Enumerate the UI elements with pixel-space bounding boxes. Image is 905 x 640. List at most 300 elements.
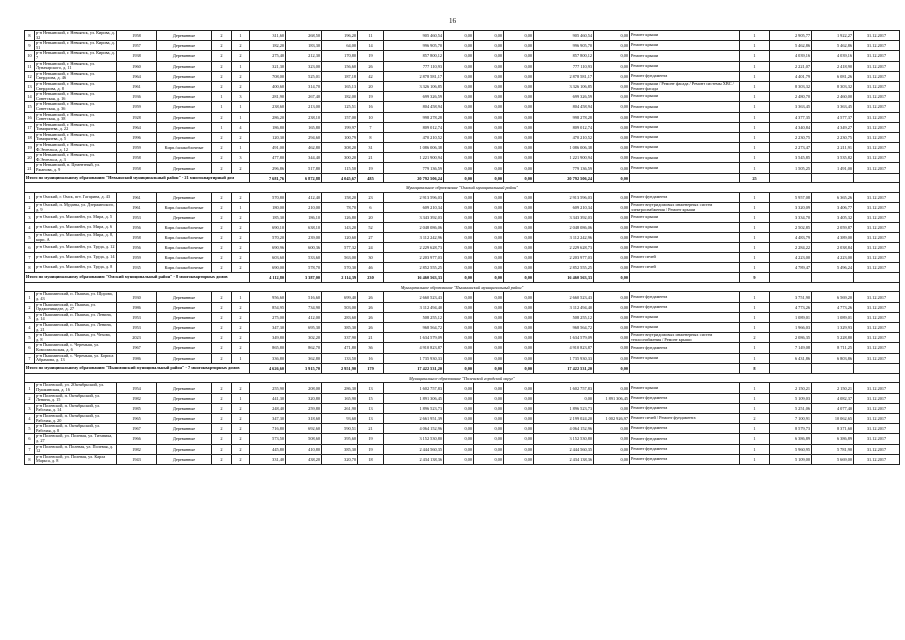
fund-4: 3 152 530,80 [534, 434, 594, 444]
unit-cost: 2 221,07 [770, 61, 812, 71]
residents: 7 [358, 122, 384, 132]
fund-1: 0,00 [444, 61, 474, 71]
work-type: Ремонт крыши [630, 31, 740, 41]
max-unit-cost: 4 349,27 [812, 122, 854, 132]
max-unit-cost: 4 082,37 [812, 393, 854, 403]
address: р-н Невьянский, г. Невьянск, ул. Ф.Энгельса, д. 3 [35, 153, 117, 163]
area-owned: 283,60 [322, 312, 358, 322]
fund-5: 0,00 [594, 243, 630, 253]
residents: 36 [358, 343, 384, 353]
fund-4: 609 210,34 [534, 203, 594, 213]
floors: 1 [212, 102, 232, 112]
completion-date: 31.12.2017 [854, 112, 900, 122]
floors: 2 [212, 213, 232, 223]
completion-date: 31.12.2017 [854, 333, 900, 343]
unit-cost: 5 251,06 [770, 403, 812, 413]
residents: 19 [358, 434, 384, 444]
completion-date: 31.12.2017 [854, 312, 900, 322]
work-type: Ремонт крыши [630, 61, 740, 71]
work-type: Ремонт фундамента [630, 343, 740, 353]
area-owned: 563,00 [322, 253, 358, 263]
max-unit-cost: 4 223,00 [812, 253, 854, 263]
fund-2: 0,00 [474, 81, 504, 91]
fund-1: 0,00 [444, 41, 474, 51]
table-row [25, 31, 900, 41]
work-count: 1 [740, 223, 770, 233]
address: р-н Пышминский, п. Пышма, ул. Ленина, д. 14 [35, 312, 117, 322]
floors: 2 [212, 253, 232, 263]
total-fund-4: 20 792 506,24 [534, 173, 594, 183]
completion-date: 31.12.2017 [854, 414, 900, 424]
address: р-н Невьянский, г. Невьянск, ул. Ф.Энгельса, д. 12 [35, 143, 117, 153]
completion-date: 31.12.2017 [854, 81, 900, 91]
wall-material: Деревянные [157, 163, 212, 173]
total-fund-4: 16 460 563,33 [534, 272, 594, 282]
completion-date: 31.12.2017 [854, 253, 900, 263]
area-living: 210,00 [286, 203, 322, 213]
floors: 2 [212, 112, 232, 122]
fund-3: 0,00 [504, 444, 534, 454]
area-total: 180,00 [250, 203, 286, 213]
table-row [25, 223, 900, 233]
residents: 11 [358, 31, 384, 41]
fund-2: 0,00 [474, 424, 504, 434]
fund-3: 0,00 [504, 102, 534, 112]
unit-cost: 7 149,08 [770, 343, 812, 353]
floors: 2 [212, 31, 232, 41]
fund-5: 0,00 [594, 323, 630, 333]
work-type: Ремонт крыши [630, 92, 740, 102]
wall-material: Деревянные [157, 213, 212, 223]
area-living: 165,80 [286, 122, 322, 132]
total-fund-3: 0,00 [504, 272, 534, 282]
wall-material: Деревянные [157, 444, 212, 454]
work-type: Ремонт крыши [630, 153, 740, 163]
work-count: 1 [740, 292, 770, 302]
fund-3: 0,00 [504, 403, 534, 413]
completion-date: 31.12.2017 [854, 102, 900, 112]
fund-1: 0,00 [444, 203, 474, 213]
wall-material: Кирп./шлакоблочные [157, 223, 212, 233]
fund-5: 0,00 [594, 92, 630, 102]
fund-2: 0,00 [474, 403, 504, 413]
row-number: 3 [25, 312, 35, 322]
fund-3: 0,00 [504, 153, 534, 163]
completion-date: 31.12.2017 [854, 262, 900, 272]
wall-material: Деревянные [157, 333, 212, 343]
max-unit-cost: 2 230,75 [812, 132, 854, 142]
total-cost: 20 792 506,24 [384, 173, 444, 183]
repair-cost: 2 660 523,43 [384, 292, 444, 302]
work-type: Ремонт фундамента [630, 434, 740, 444]
total-fund-2: 0,00 [474, 363, 504, 373]
row-number: 3 [25, 213, 35, 223]
area-living: 412,00 [286, 312, 322, 322]
fund-4: 4 064 152,96 [534, 424, 594, 434]
completion-date: 31.12.2017 [854, 71, 900, 81]
entrances: 1 [232, 353, 250, 363]
address: р-н Омский, ул. Мясомейн, ул. Мира, д. 6 [35, 223, 117, 233]
unit-cost: 4 773,26 [770, 302, 812, 312]
address: р-н Полевской, п. Октябрьский, ул. Ленина, д. 15 [35, 393, 117, 403]
area-owned: 182,00 [322, 92, 358, 102]
area-living: 412,40 [286, 193, 322, 203]
area-total: 182,20 [250, 41, 286, 51]
entrances: 2 [232, 233, 250, 243]
repair-cost: 2 913 596,03 [384, 193, 444, 203]
fund-1: 0,00 [444, 333, 474, 343]
wall-material: Деревянные [157, 71, 212, 81]
area-owned: 126,80 [322, 213, 358, 223]
work-type: Ремонт фундамента [630, 454, 740, 464]
row-number: 17 [25, 122, 35, 132]
repair-cost: 2 229 628,73 [384, 243, 444, 253]
table-row [25, 213, 900, 223]
fund-4: 2 444 560,35 [534, 444, 594, 454]
completion-date: 31.12.2017 [854, 434, 900, 444]
work-count: 1 [740, 323, 770, 333]
area-living: 323,00 [286, 61, 322, 71]
build-year: 1928 [117, 112, 157, 122]
fund-5: 0,00 [594, 112, 630, 122]
area-owned: 590,51 [322, 424, 358, 434]
unit-cost: 5 109,03 [770, 393, 812, 403]
fund-2: 0,00 [474, 122, 504, 132]
residents: 26 [358, 302, 384, 312]
completion-date: 31.12.2017 [854, 213, 900, 223]
address: р-н Невьянский, г. Невьянск, ул. Кирова, д. 32 [36, 30, 115, 40]
fund-3: 0,00 [504, 143, 534, 153]
fund-2: 0,00 [474, 51, 504, 61]
floors: 2 [212, 193, 232, 203]
total-area-total: 4 112,80 [250, 272, 286, 282]
max-unit-cost: 8 303,32 [812, 81, 854, 91]
completion-date: 31.12.2017 [854, 444, 900, 454]
work-count: 1 [740, 71, 770, 81]
address: р-н Омский, ул. Мясомейн, ул. Мира, д. 8, корп. А [35, 233, 117, 243]
fund-2: 0,00 [474, 243, 504, 253]
table-row [25, 444, 900, 454]
completion-date: 31.12.2017 [854, 393, 900, 403]
total-area-living: 3 915,70 [286, 363, 322, 373]
wall-material: Деревянные [157, 61, 212, 71]
total-blank-1 [770, 272, 812, 282]
fund-1: 0,00 [444, 424, 474, 434]
table-row [25, 122, 900, 132]
entrances: 2 [232, 262, 250, 272]
fund-2: 0,00 [474, 92, 504, 102]
area-owned: 156,60 [322, 61, 358, 71]
unit-cost: 1 966,03 [770, 323, 812, 333]
max-unit-cost: 1 329,93 [812, 323, 854, 333]
area-living: 302,20 [286, 333, 322, 343]
total-count: 8 [740, 363, 770, 373]
total-fund-1: 0,00 [444, 272, 474, 282]
fund-4: 968 564,72 [534, 323, 594, 333]
fund-5: 0,00 [594, 302, 630, 312]
build-year: 1967 [117, 424, 157, 434]
work-count: 1 [740, 92, 770, 102]
build-year: 1985 [117, 403, 157, 413]
row-number: 2 [25, 393, 35, 403]
floors: 2 [212, 383, 232, 393]
residents: 14 [358, 41, 384, 51]
area-living: 259,80 [286, 403, 322, 413]
row-number: 8 [25, 31, 35, 41]
fund-4: 699 326,59 [534, 92, 594, 102]
fund-1: 0,00 [444, 122, 474, 132]
fund-1: 0,00 [444, 92, 474, 102]
completion-date: 31.12.2017 [854, 163, 900, 173]
area-owned: 187,18 [322, 71, 358, 81]
area-living: 208,00 [286, 383, 322, 393]
fund-3: 0,00 [504, 383, 534, 393]
residents: 19 [358, 92, 384, 102]
table-row [25, 132, 900, 142]
work-type: Ремонт печей [630, 253, 740, 263]
fund-4: 779 136,59 [534, 163, 594, 173]
row-number: 16 [25, 112, 35, 122]
municipality-header: Муниципальное образование "Пышминский муниципальный район" [25, 282, 900, 292]
completion-date: 31.12.2017 [854, 233, 900, 243]
fund-2: 0,00 [474, 71, 504, 81]
work-count: 1 [740, 343, 770, 353]
area-total: 349,80 [250, 333, 286, 343]
table-row [25, 71, 900, 81]
address: р-н Невьянский, п. Цементный, ул. Ржанова, д. 9 [35, 163, 117, 173]
fund-5: 0,00 [594, 213, 630, 223]
entrances: 2 [232, 302, 250, 312]
entrances: 2 [232, 454, 250, 464]
residents: 46 [358, 262, 384, 272]
area-living: 362,80 [286, 353, 322, 363]
completion-date: 31.12.2017 [854, 31, 900, 41]
table-row [25, 312, 900, 322]
total-blank-1 [770, 173, 812, 183]
work-count: 1 [740, 262, 770, 272]
fund-3: 0,00 [504, 81, 534, 91]
area-total: 311,60 [250, 31, 286, 41]
max-unit-cost: 2 211,91 [812, 143, 854, 153]
area-owned: 337,90 [322, 333, 358, 343]
max-unit-cost: 6 569,20 [812, 292, 854, 302]
floors: 2 [212, 81, 232, 91]
fund-4: 4 910 823,87 [534, 343, 594, 353]
wall-material: Деревянные [157, 403, 212, 413]
repair-cost: 998 278,28 [384, 112, 444, 122]
entrances: 2 [232, 383, 250, 393]
completion-date: 31.12.2017 [854, 143, 900, 153]
max-unit-cost: 5 496,24 [812, 262, 854, 272]
unit-cost: 6 386,89 [770, 434, 812, 444]
row-number: 6 [25, 343, 35, 353]
total-residents: 485 [358, 173, 384, 183]
area-living: 212,30 [286, 51, 322, 61]
build-year: 1964 [117, 122, 157, 132]
fund-1: 0,00 [444, 302, 474, 312]
fund-4: 1 896 523,73 [534, 403, 594, 413]
municipality-total-row [25, 363, 900, 373]
address: р-н Невьянский, г. Невьянск, ул. Луначарского, д. 11 [35, 61, 117, 71]
repair-cost: 968 564,72 [384, 323, 444, 333]
address: р-н Пышминский, п. Пышма, ул. Орджоникидзе, д. 27 [35, 302, 117, 312]
work-count: 1 [740, 444, 770, 454]
table-row [25, 163, 900, 173]
total-label: Итого по муниципальному образованию "Омский муниципальный район" - 8 многоквартирных домов [25, 272, 250, 282]
area-total: 336,80 [250, 353, 286, 363]
repair-cost: 1 086 006,38 [384, 143, 444, 153]
completion-date: 31.12.2017 [854, 323, 900, 333]
work-type: Ремонт крыши [630, 312, 740, 322]
residents: 6 [358, 203, 384, 213]
fund-2: 0,00 [474, 223, 504, 233]
fund-2: 0,00 [474, 343, 504, 353]
fund-1: 0,00 [444, 292, 474, 302]
row-number: 7 [25, 444, 35, 454]
unit-cost: 7 100,91 [770, 414, 812, 424]
wall-material: Деревянные [157, 323, 212, 333]
table-row [25, 454, 900, 464]
address: р-н Невьянский, г. Невьянск, ул. Тимирязева, д. 22 [35, 122, 117, 132]
work-count: 1 [740, 302, 770, 312]
max-unit-cost: 3 535,82 [812, 153, 854, 163]
fund-4: 2 434 138,36 [534, 454, 594, 464]
fund-1: 0,00 [444, 233, 474, 243]
floors: 2 [212, 403, 232, 413]
entrances: 2 [232, 223, 250, 233]
address: р-н Невьянский, г. Невьянск, ул. Кирова, д. 7 [36, 50, 115, 60]
fund-2: 0,00 [474, 262, 504, 272]
max-unit-cost: 2 059,87 [812, 223, 854, 233]
max-unit-cost: 1 089,01 [812, 312, 854, 322]
max-unit-cost: 1 491,00 [812, 163, 854, 173]
fund-5: 0,00 [594, 253, 630, 263]
fund-3: 0,00 [504, 122, 534, 132]
fund-3: 0,00 [504, 163, 534, 173]
row-number: 4 [25, 223, 35, 233]
fund-5: 0,00 [594, 61, 630, 71]
fund-4: 809 012,74 [534, 122, 594, 132]
area-owned: 64,00 [322, 41, 358, 51]
fund-5: 0,00 [594, 71, 630, 81]
area-owned: 199,97 [322, 122, 358, 132]
residents: 13 [358, 383, 384, 393]
row-number: 12 [25, 71, 35, 81]
total-blank-2 [812, 363, 854, 373]
build-year: 1967 [117, 343, 157, 353]
work-type: Ремонт печей / Ремонт фундамента [630, 414, 740, 424]
completion-date: 31.12.2017 [854, 243, 900, 253]
unit-cost: 2 230,75 [770, 132, 812, 142]
row-number: 5 [25, 333, 35, 343]
table-row [25, 203, 900, 213]
fund-5: 0,00 [594, 81, 630, 91]
fund-5: 0,00 [594, 193, 630, 203]
residents: 21 [358, 333, 384, 343]
fund-4: 777 110,93 [534, 61, 594, 71]
total-work-type [630, 272, 740, 282]
area-owned: 157,00 [322, 112, 358, 122]
build-year: 1959 [117, 143, 157, 153]
work-count: 1 [740, 122, 770, 132]
entrances: 2 [232, 71, 250, 81]
row-number: 15 [25, 102, 35, 112]
fund-5: 0,00 [594, 353, 630, 363]
wall-material: Деревянные [157, 302, 212, 312]
municipality-header-row [25, 183, 900, 193]
fund-3: 0,00 [504, 112, 534, 122]
entrances: 2 [232, 163, 250, 173]
work-count: 1 [740, 454, 770, 464]
floors: 2 [212, 302, 232, 312]
total-blank-1 [770, 363, 812, 373]
area-total: 347,30 [250, 414, 286, 424]
area-total: 445,80 [250, 444, 286, 454]
table-row [25, 61, 900, 71]
fund-3: 0,00 [504, 71, 534, 81]
area-total: 570,80 [250, 193, 286, 203]
fund-1: 0,00 [444, 153, 474, 163]
repair-cost: 699 326,59 [384, 92, 444, 102]
table-row [25, 112, 900, 122]
fund-4: 2 229 628,73 [534, 243, 594, 253]
entrances: 1 [232, 143, 250, 153]
build-year: 1938 [117, 51, 157, 61]
fund-1: 0,00 [444, 414, 474, 424]
completion-date: 31.12.2017 [854, 92, 900, 102]
total-count: 25 [740, 173, 770, 183]
wall-material: Деревянные [157, 383, 212, 393]
table-row [25, 51, 900, 61]
fund-2: 0,00 [474, 203, 504, 213]
row-number: 8 [25, 262, 35, 272]
area-total: 400,60 [250, 81, 286, 91]
fund-2: 0,00 [474, 193, 504, 203]
fund-1: 0,00 [444, 223, 474, 233]
fund-4: 2 878 581,17 [534, 71, 594, 81]
fund-5: 0,00 [594, 31, 630, 41]
max-unit-cost: 4 389,00 [812, 233, 854, 243]
area-owned: 120,60 [322, 233, 358, 243]
area-owned: 308,20 [322, 143, 358, 153]
completion-date: 31.12.2017 [854, 454, 900, 464]
residents: 19 [358, 444, 384, 454]
fund-4: 905 460,54 [534, 31, 594, 41]
wall-material: Деревянные [157, 353, 212, 363]
row-number: 2 [25, 203, 35, 213]
build-year: 1966 [117, 434, 157, 444]
fund-5: 0,00 [594, 312, 630, 322]
wall-material: Деревянные [157, 393, 212, 403]
area-owned: 143,20 [322, 223, 358, 233]
fund-3: 0,00 [504, 253, 534, 263]
area-total: 296,86 [250, 163, 286, 173]
total-cost: 17 422 531,20 [384, 363, 444, 373]
repair-cost: 2 048 086,06 [384, 223, 444, 233]
floors: 2 [212, 454, 232, 464]
entrances: 2 [232, 444, 250, 454]
repair-cost: 779 136,59 [384, 163, 444, 173]
total-work-type [630, 363, 740, 373]
wall-material: Кирп./шлакоблочные [157, 243, 212, 253]
area-total: 603,60 [250, 253, 286, 263]
total-area-total: 4 626,60 [250, 363, 286, 373]
build-year: 1957 [117, 41, 157, 51]
address: р-н Невьянский, г. Невьянск, ул. Советская, д. 36 [35, 102, 117, 112]
area-total: 255,90 [250, 383, 286, 393]
address: р-н Невьянский, г. Невьянск, ул. Свердлова, д. 46 [35, 71, 117, 81]
wall-material: Деревянные [157, 292, 212, 302]
